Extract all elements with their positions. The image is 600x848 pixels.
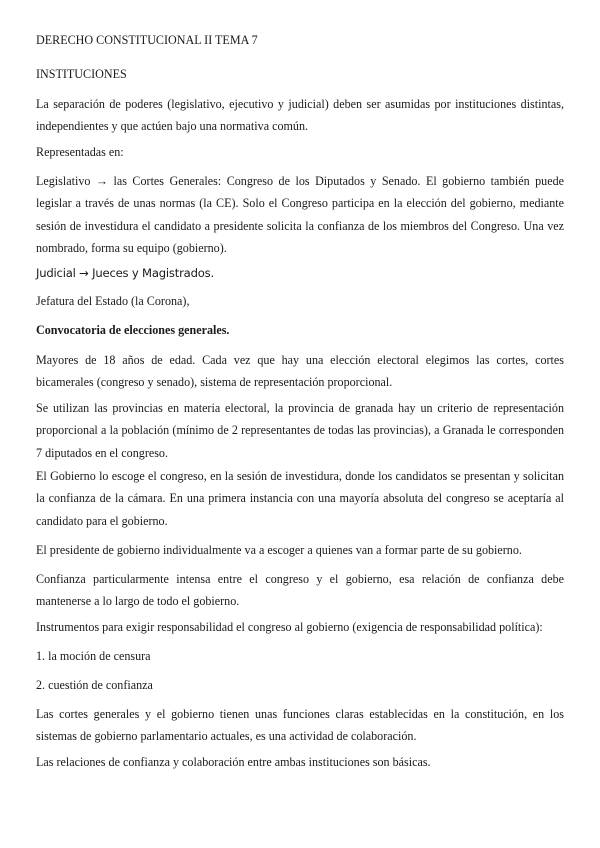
list-item-confidence: 2. cuestión de confianza <box>36 678 153 692</box>
paragraph-relations: Las relaciones de confianza y colaboración entre ambas instituciones son básicas. <box>36 755 431 769</box>
paragraph-voting-age: Mayores de 18 años de edad. Cada vez que hay una elección electoral elegimos las cortes, cortes bicamerales (congreso y senado), sistema de representación proporcional. <box>36 353 564 390</box>
paragraph-represented-in: Representadas en: <box>36 145 124 159</box>
paragraph-judicial: Judicial → Jueces y Magistrados. <box>36 266 214 280</box>
paragraph-president: El presidente de gobierno individualmente va a escoger a quienes van a formar parte de su gobierno. <box>36 543 522 557</box>
section-heading: INSTITUCIONES <box>36 67 127 81</box>
subheading-general-elections: Convocatoria de elecciones generales. <box>36 323 230 337</box>
paragraph-head-of-state: Jefatura del Estado (la Corona), <box>36 294 190 308</box>
list-item-censure: 1. la moción de censura <box>36 649 151 663</box>
paragraph-trust: Confianza particularmente intensa entre el congreso y el gobierno, esa relación de confianza debe mantenerse a lo largo de todo el gobierno. <box>36 572 564 609</box>
paragraph-instruments: Instrumentos para exigir responsabilidad el congreso al gobierno (exigencia de responsabilidad política): <box>36 620 543 634</box>
document-title: DERECHO CONSTITUCIONAL II TEMA 7 <box>36 33 258 47</box>
paragraph-government-election: El Gobierno lo escoge el congreso, en la sesión de investidura, donde los candidatos se presentan y solicitan la confianza de la cámara. En una primera instancia con una mayoría absoluta del congreso se aceptaría al candidato para el gobierno. <box>36 469 564 528</box>
paragraph-legislative: Legislativo → las Cortes Generales: Congreso de los Diputados y Senado. El gobierno también puede legislar a través de unas normas (la CE). Solo el Congreso participa en la elección del gobierno, mediante sesión de investidura el candidato a presidente solicita la confianza de los miembros del Congreso. Una vez nombrado, forma su equipo (gobierno). <box>36 174 564 255</box>
paragraph-separation-of-powers: La separación de poderes (legislativo, ejecutivo y judicial) deben ser asumidas por instituciones distintas, independientes y que actúen bajo una normativa común. <box>36 97 564 134</box>
paragraph-provinces: Se utilizan las provincias en materia electoral, la provincia de granada hay un criterio de representación proporcional a la población (mínimo de 2 representantes de todas las provincias), a Granada le corresponden 7 diputados en el congreso. <box>36 401 564 460</box>
paragraph-collaboration: Las cortes generales y el gobierno tienen unas funciones claras establecidas en la constitución, en los sistemas de gobierno parlamentario actuales, es una actividad de colaboración. <box>36 707 564 744</box>
